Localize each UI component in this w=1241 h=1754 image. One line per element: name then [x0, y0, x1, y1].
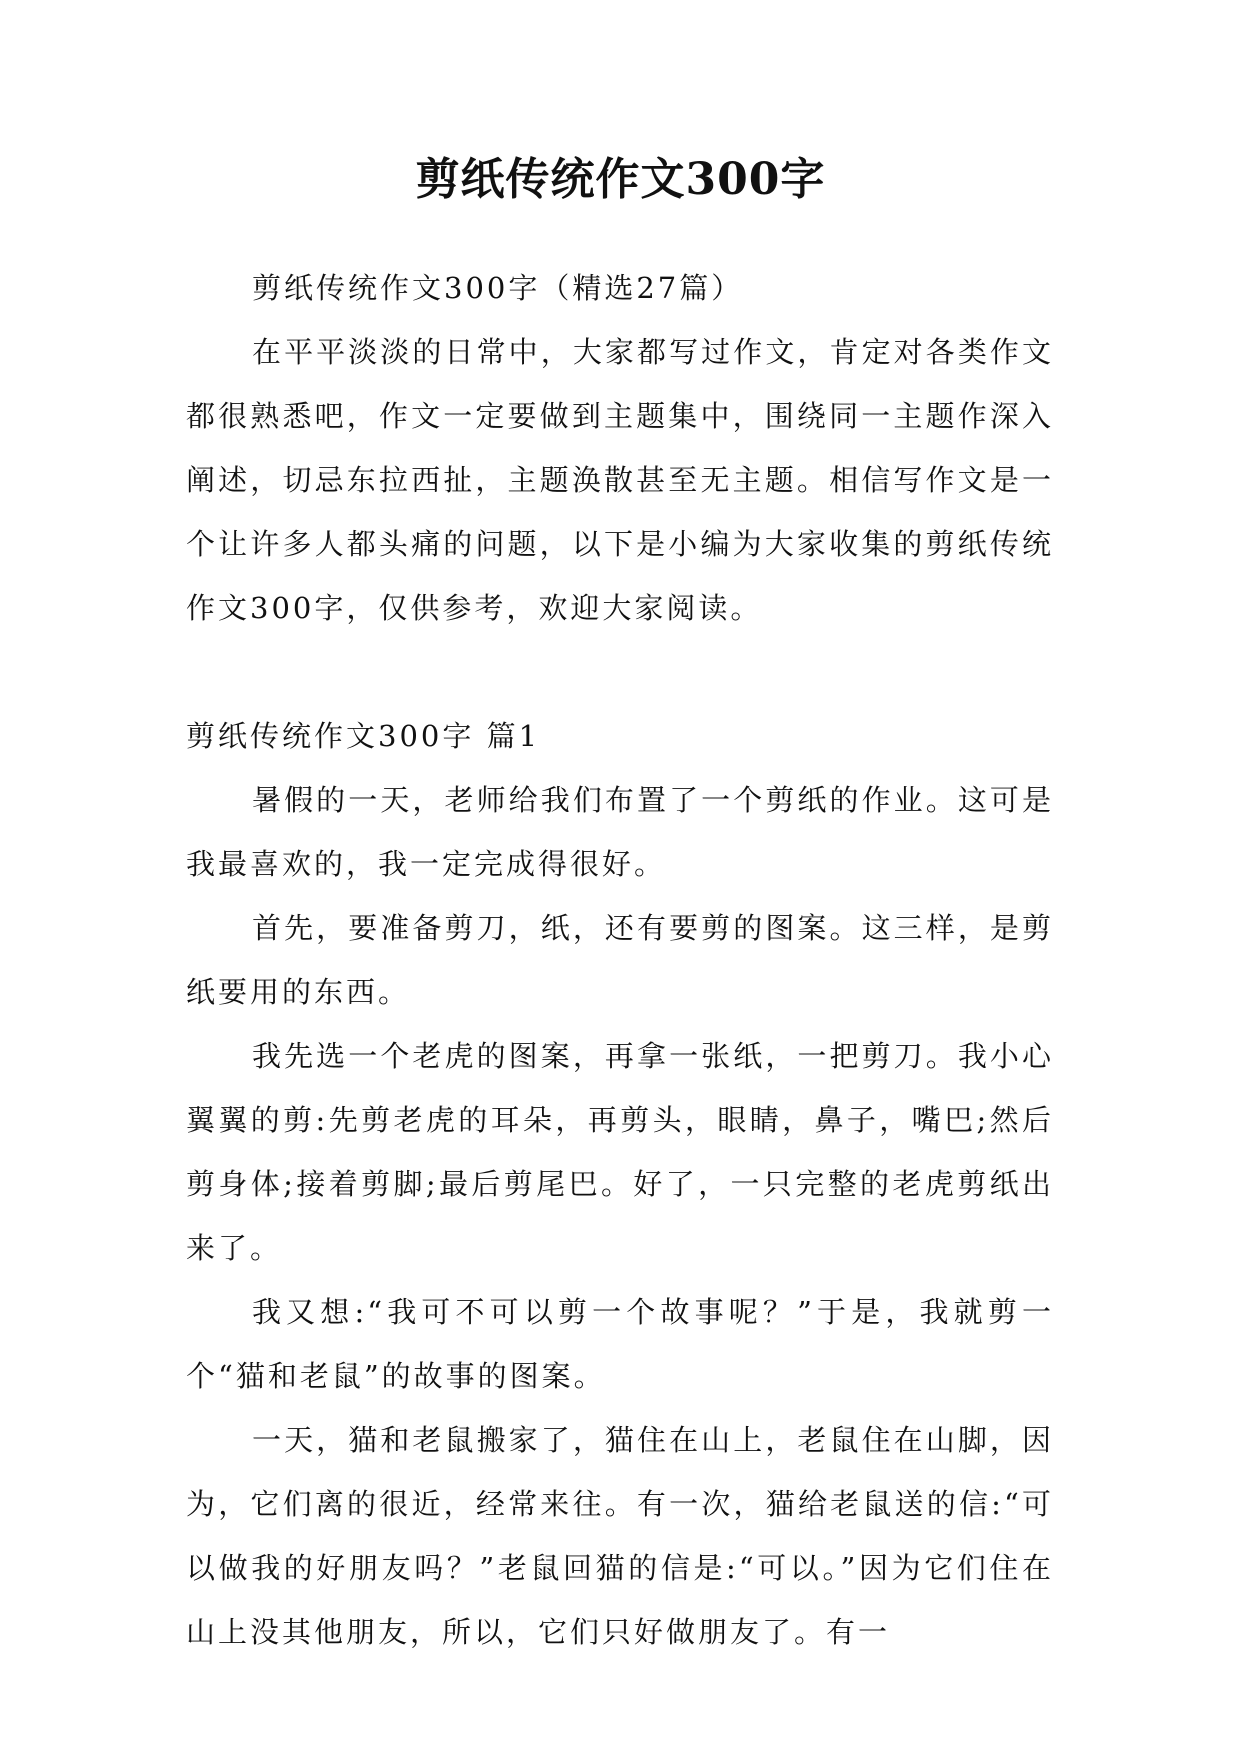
intro-paragraph: 在平平淡淡的日常中，大家都写过作文，肯定对各类作文都很熟悉吧，作文一定要做到主题集中，围绕同一主题作深入阐述，切忌东拉西扯，主题涣散甚至无主题。相信写作文是一个让许多人都头痛的问题，以下是小编为大家收集的剪纸传统作文300字，仅供参考，欢迎大家阅读。 — [186, 335, 1054, 625]
body-paragraph-5: 一天，猫和老鼠搬家了，猫住在山上，老鼠住在山脚，因为，它们离的很近，经常来往。有一次，猫给老鼠送的信:“可以做我的好朋友吗？”老鼠回猫的信是:“可以。”因为它们住在山上没其他朋友，所以，它们只好做朋友了。有一 — [186, 1423, 1054, 1649]
document-subtitle: 剪纸传统作文300字（精选27篇） — [252, 271, 744, 305]
body-paragraph-1: 暑假的一天，老师给我们布置了一个剪纸的作业。这可是我最喜欢的，我一定完成得很好。 — [186, 783, 1054, 881]
body-paragraph-2: 首先，要准备剪刀，纸，还有要剪的图案。这三样，是剪纸要用的东西。 — [186, 911, 1054, 1009]
body-paragraph-3: 我先选一个老虎的图案，再拿一张纸，一把剪刀。我小心翼翼的剪:先剪老虎的耳朵，再剪头，眼睛，鼻子，嘴巴;然后剪身体;接着剪脚;最后剪尾巴。好了，一只完整的老虎剪纸出来了。 — [186, 1039, 1054, 1265]
body-paragraph-4: 我又想:“我可不可以剪一个故事呢？”于是，我就剪一个“猫和老鼠”的故事的图案。 — [186, 1295, 1054, 1393]
document-body — [186, 256, 1054, 1664]
section-heading: 剪纸传统作文300字 篇1 — [186, 719, 541, 753]
document-title: 剪纸传统作文300字 — [415, 154, 826, 205]
